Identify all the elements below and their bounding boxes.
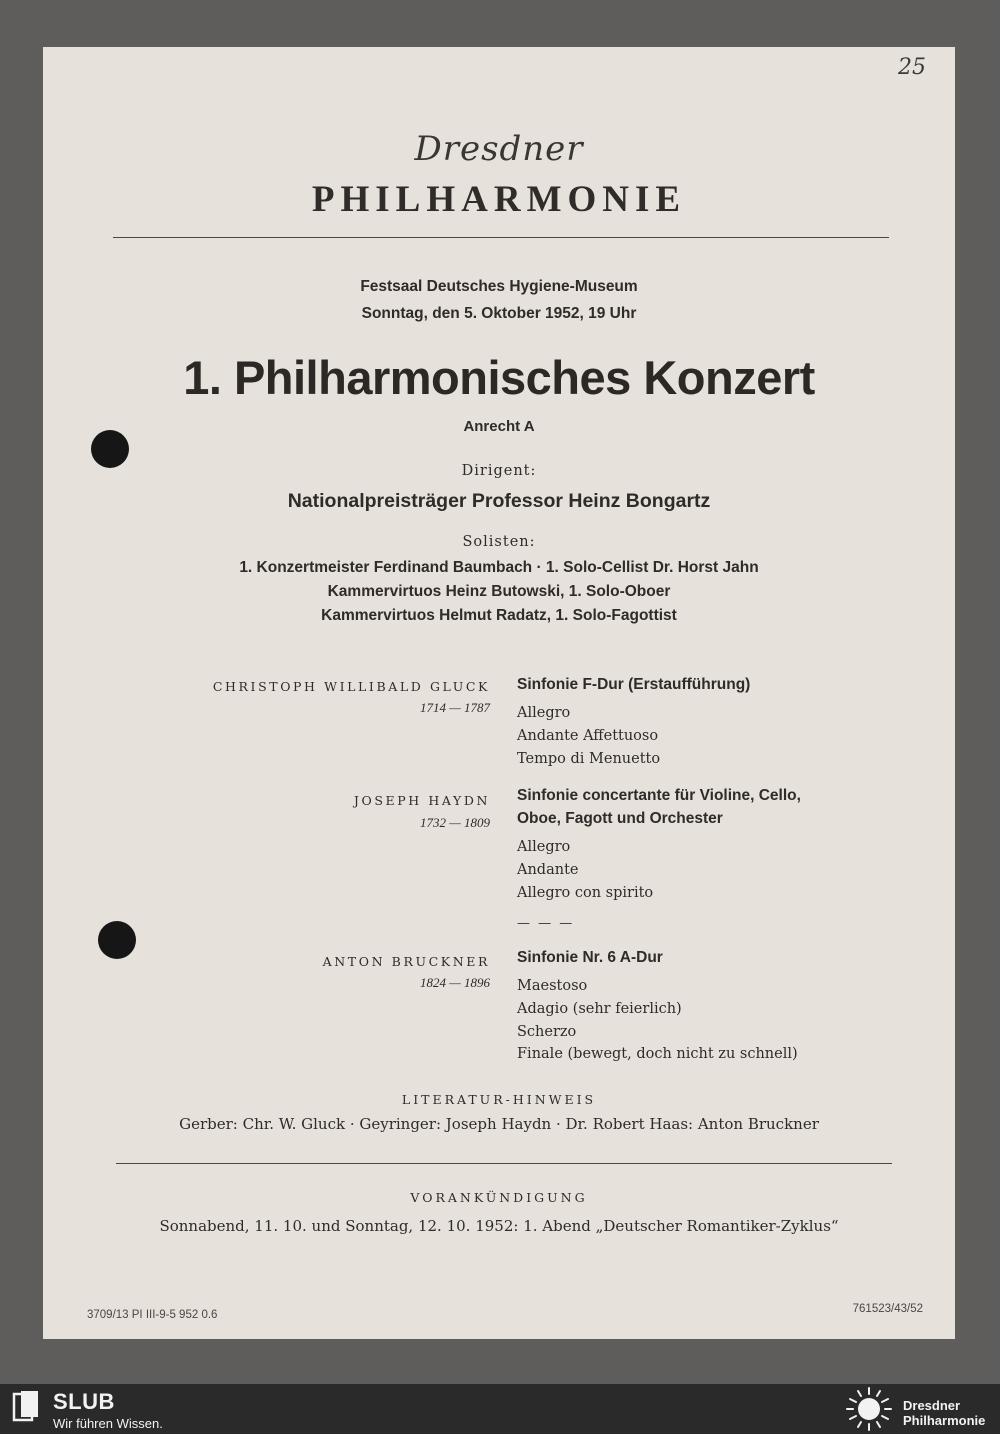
work-title: Sinfonie concertante für Violine, Cello, (517, 787, 801, 804)
literature-heading: LITERATUR-HINWEIS (401, 1092, 597, 1107)
program-sheet (43, 47, 955, 1339)
work-title: Sinfonie Nr. 6 A-Dur (517, 949, 663, 966)
composer-name: ANTON BRUCKNER (322, 954, 490, 969)
conductor-label: Dirigent: (461, 463, 537, 479)
work-title: Oboe, Fagott und Orchester (517, 810, 723, 827)
composer-years: 1824 — 1896 (419, 975, 490, 990)
literature-text: Gerber: Chr. W. Gluck · Geyringer: Joseph Haydn · Dr. Robert Haas: Anton Bruckner (179, 1115, 819, 1133)
handwritten-page-number: 25 (898, 55, 926, 80)
partner-name-line1: Dresdner (903, 1398, 961, 1413)
movement: Andante Affettuoso (517, 728, 659, 744)
slub-name: SLUB (53, 1389, 115, 1414)
footer-divider (116, 1163, 892, 1164)
movement: Andante (517, 862, 579, 878)
slub-tagline: Wir führen Wissen. (53, 1416, 163, 1431)
print-code-left: 3709/13 PI III-9-5 952 0.6 (87, 1309, 218, 1321)
repository-bar (0, 1384, 1000, 1434)
soloist-line: 1. Konzertmeister Ferdinand Baumbach · 1. Solo-Cellist Dr. Horst Jahn (239, 559, 759, 576)
subscription-label: Anrecht A (463, 418, 535, 435)
soloists-label: Solisten: (462, 534, 536, 550)
brand-script-title: Dresdner (414, 129, 584, 169)
movement: Tempo di Menuetto (517, 751, 661, 767)
soloist-line: Kammervirtuos Heinz Butowski, 1. Solo-Oboer (327, 583, 671, 600)
movement: Allegro (517, 839, 571, 855)
announcement-heading: VORANKÜNDIGUNG (410, 1190, 588, 1205)
brand-main-title: PHILHARMONIE (311, 179, 687, 220)
movement: Scherzo (517, 1024, 577, 1040)
concert-title: 1. Philharmonisches Konzert (183, 351, 815, 404)
movement: Adagio (sehr feierlich) (517, 1001, 682, 1017)
composer-name: CHRISTOPH WILLIBALD GLUCK (212, 679, 490, 694)
print-code-right: 761523/43/52 (852, 1303, 923, 1315)
composer-name: JOSEPH HAYDN (353, 793, 490, 808)
partner-name-line2: Philharmonie (903, 1413, 986, 1428)
composer-years: 1714 — 1787 (419, 700, 490, 715)
venue: Festsaal Deutsches Hygiene-Museum (360, 278, 638, 295)
movement: Allegro (517, 705, 571, 721)
header-divider (113, 237, 889, 238)
conductor-name: Nationalpreisträger Professor Heinz Bongartz (287, 490, 711, 512)
intermission-mark: — — — (517, 916, 575, 931)
philharmonie-logo-icon (844, 1386, 894, 1432)
punch-hole-bottom (98, 921, 136, 959)
movement: Finale (bewegt, doch nicht zu schnell) (517, 1046, 798, 1062)
soloist-line: Kammervirtuos Helmut Radatz, 1. Solo-Fagottist (321, 607, 677, 624)
event-date: Sonntag, den 5. Oktober 1952, 19 Uhr (361, 305, 637, 322)
slub-logo-icon (12, 1391, 40, 1423)
movement: Allegro con spirito (517, 885, 654, 901)
movement: Maestoso (517, 978, 588, 994)
announcement-text: Sonnabend, 11. 10. und Sonntag, 12. 10. 1952: 1. Abend „Deutscher Romantiker-Zyklus“ (159, 1217, 839, 1235)
work-title: Sinfonie F-Dur (Erstaufführung) (517, 676, 751, 693)
composer-years: 1732 — 1809 (419, 815, 490, 830)
